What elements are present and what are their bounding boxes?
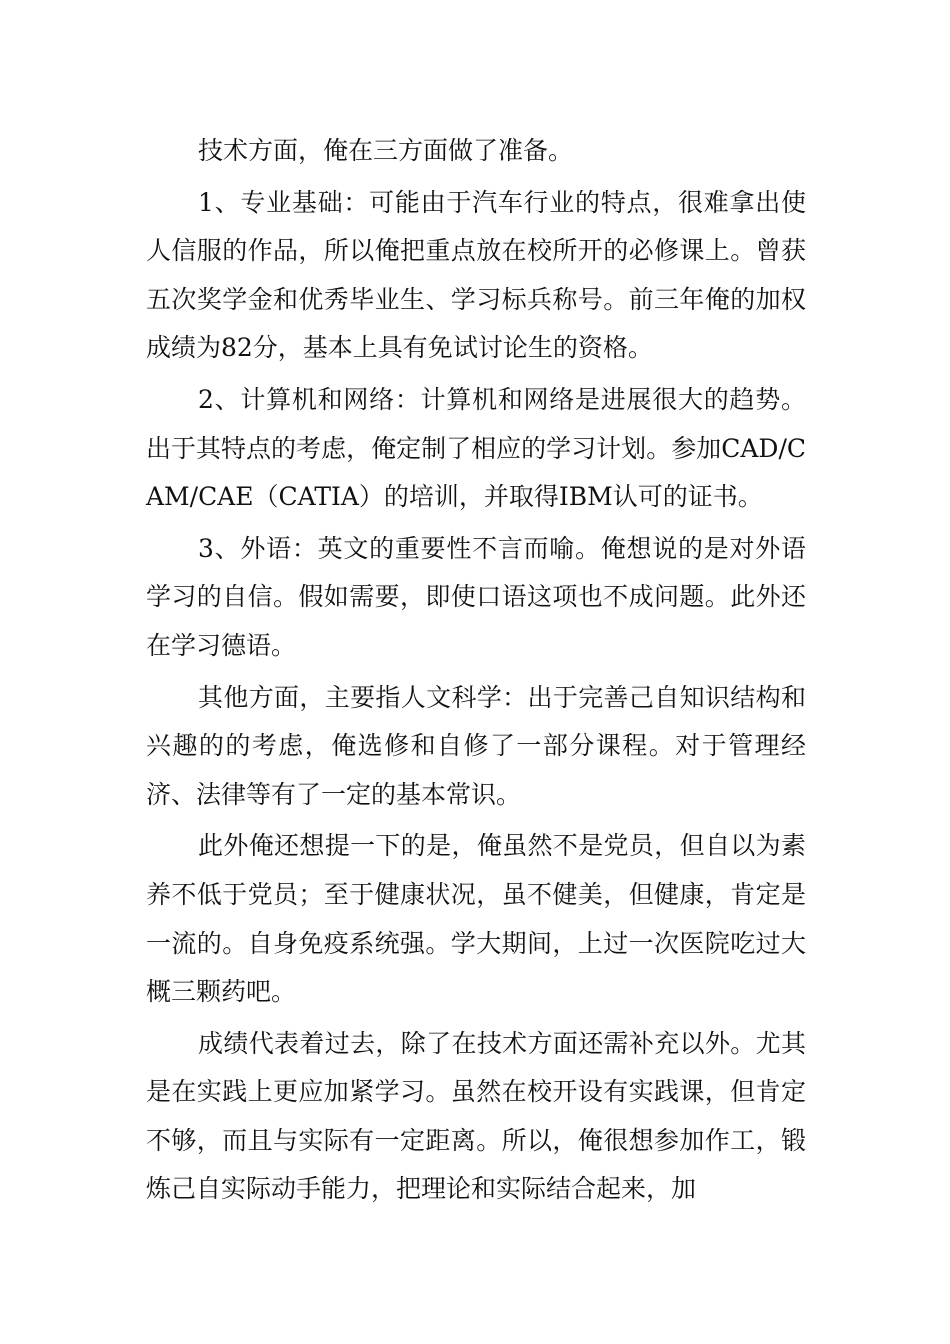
- paragraph-professional-basis: 1、专业基础：可能由于汽车行业的特点，很难拿出使人信服的作品，所以俺把重点放在校所开的必修课上。曾获五次奖学金和优秀毕业生、学习标兵称号。前三年俺的加权成绩为82分，基本上具有免试讨论生的资格。: [146, 187, 806, 363]
- paragraph-technical-intro: 技术方面，俺在三方面做了准备。: [198, 136, 574, 165]
- paragraph-practice: 成绩代表着过去，除了在技术方面还需补充以外。尤其是在实践上更应加紧学习。虽然在校开设有实践课，但肯定不够，而且与实际有一定距离。所以，俺很想参加作工，锻炼己自实际动手能力，把理论和实际结合起来，加: [146, 1028, 806, 1204]
- paragraph-health: 此外俺还想提一下的是，俺虽然不是党员，但自以为素养不低于党员；至于健康状况，虽不健美，但健康，肯定是一流的。自身免疫系统强。学大期间，上过一次医院吃过大概三颗药吧。: [146, 831, 806, 1007]
- document-body: [146, 127, 806, 1214]
- paragraph-foreign-language: 3、外语：英文的重要性不言而喻。俺想说的是对外语学习的自信。假如需要，即使口语这项也不成问题。此外还在学习德语。: [146, 533, 806, 660]
- paragraph-humanities: 其他方面，主要指人文科学：出于完善己自知识结构和兴趣的的考虑，俺选修和自修了一部分课程。对于管理经济、法律等有了一定的基本常识。: [146, 682, 806, 809]
- paragraph-computer-network: 2、计算机和网络：计算机和网络是进展很大的趋势。出于其特点的考虑，俺定制了相应的学习计划。参加CAD/CAM/CAE（CATIA）的培训，并取得IBM认可的证书。: [146, 384, 806, 512]
